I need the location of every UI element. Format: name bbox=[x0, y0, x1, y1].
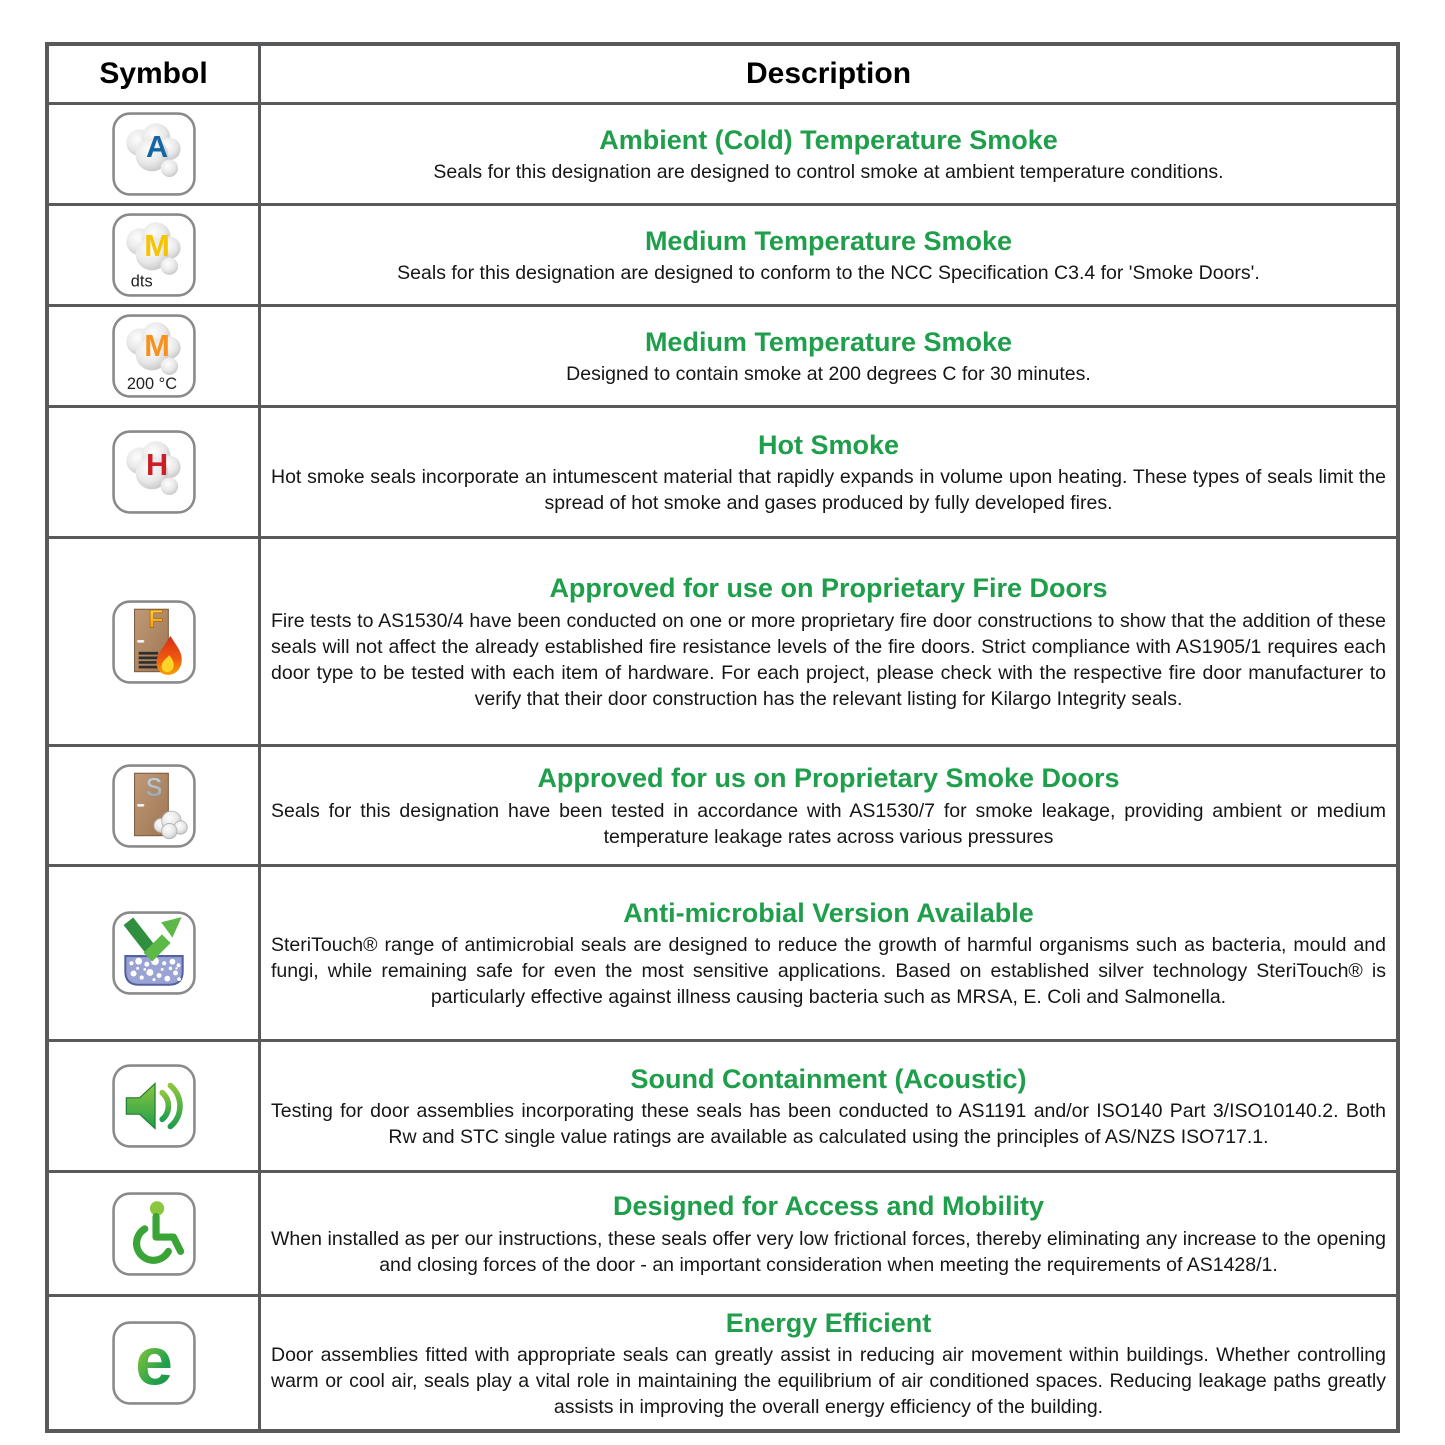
row-body: Seals for this designation are designed to control smoke at ambient temperature conditions. bbox=[433, 161, 1224, 184]
row-body: Designed to contain smoke at 200 degrees C for 30 minutes. bbox=[566, 363, 1091, 386]
wheelchair-icon bbox=[111, 1191, 197, 1277]
row-title: Medium Temperature Smoke bbox=[644, 225, 1013, 256]
row-body: Door assemblies fitted with appropriate seals can greatly assist in reducing air movement within buildings. Whether controlling warm or cool air, seals play a vital role in maintaining the equilibrium of air conditioned spaces. Reducing leakage paths greatly assists in improving the overall energy efficiency of the building. bbox=[271, 1344, 1386, 1419]
symbol-column-header: Symbol bbox=[49, 46, 261, 102]
row-title: Anti-microbial Version Available bbox=[623, 897, 1034, 928]
row-title: Hot Smoke bbox=[757, 429, 900, 460]
row-title: Sound Containment (Acoustic) bbox=[630, 1063, 1027, 1094]
table-row-medium-smoke-dts bbox=[49, 203, 1396, 304]
symbol-description-table bbox=[45, 42, 1400, 1433]
table-row-access-mobility bbox=[49, 1170, 1396, 1294]
cloud-letter: H bbox=[145, 447, 168, 483]
energy-e-icon bbox=[111, 1320, 197, 1406]
anti-microbial-icon bbox=[111, 910, 197, 996]
table-row-energy-efficient bbox=[49, 1294, 1396, 1429]
row-body: Fire tests to AS1530/4 have been conducted on one or more proprietary fire door constructions to show that the addition of these seals will not affect the already established fire resistance levels of the fire doors. Strict compliance with AS1905/1 requires each door type to be tested with each item of hardware. For each project, please check with the respective fire door manufacturer to verify that their door construction has the relevant listing for Kilargo Integrity seals. bbox=[271, 610, 1386, 710]
energy-letter: e bbox=[134, 1324, 173, 1400]
cloud-a-icon bbox=[111, 111, 197, 197]
cloud-h-icon bbox=[111, 429, 197, 515]
cloud-m-dts-icon bbox=[111, 212, 197, 298]
cloud-m-200-icon bbox=[111, 313, 197, 399]
row-title: Designed for Access and Mobility bbox=[612, 1191, 1045, 1222]
row-body: Testing for door assemblies incorporating these seals has been conducted to AS1191 and/or ISO140 Part 3/ISO10140.2. Both Rw and STC single value ratings are available as calculated using the principles of AS/NZS ISO717.1. bbox=[271, 1100, 1386, 1149]
row-body: Seals for this designation have been tested in accordance with AS1530/7 for smoke leakage, providing ambient or medium temperature leakage rates across various pressures bbox=[271, 799, 1386, 848]
cloud-sublabel: dts bbox=[130, 272, 153, 291]
smoke-door-icon bbox=[111, 763, 197, 849]
row-title: Approved for us on Proprietary Smoke Doors bbox=[537, 763, 1120, 794]
fire-door-icon bbox=[111, 599, 197, 685]
table-row-sound-containment bbox=[49, 1039, 1396, 1170]
table-row-smoke-doors bbox=[49, 744, 1396, 864]
table-row-ambient-smoke bbox=[49, 102, 1396, 203]
door-letter: S bbox=[144, 773, 163, 802]
description-column-header: Description bbox=[745, 57, 912, 90]
table-row-medium-smoke-200 bbox=[49, 304, 1396, 405]
row-title: Ambient (Cold) Temperature Smoke bbox=[599, 124, 1058, 155]
table-row-hot-smoke bbox=[49, 405, 1396, 536]
cloud-letter: A bbox=[145, 129, 168, 165]
table-row-anti-microbial bbox=[49, 864, 1396, 1039]
speaker-icon bbox=[111, 1063, 197, 1149]
row-body: When installed as per our instructions, these seals offer very low frictional forces, thereby eliminating any increase to the opening and closing forces of the door - an important consideration when meeting the requirements of AS1428/1. bbox=[271, 1227, 1386, 1276]
cloud-letter: M bbox=[143, 228, 170, 264]
row-title: Medium Temperature Smoke bbox=[644, 326, 1013, 357]
table-row-fire-doors bbox=[49, 536, 1396, 744]
cloud-letter: M bbox=[143, 328, 170, 363]
row-title: Energy Efficient bbox=[725, 1307, 932, 1338]
cloud-sublabel: 200 °C bbox=[126, 374, 177, 393]
row-body: Hot smoke seals incorporate an intumescent material that rapidly expands in volume upon heating. These types of seals limit the spread of hot smoke and gases produced by fully developed fires. bbox=[271, 466, 1386, 515]
door-letter: F bbox=[148, 606, 164, 634]
table-header-row bbox=[49, 46, 1396, 102]
row-body: Seals for this designation are designed to conform to the NCC Specification C3.4 for 'Smoke Doors'. bbox=[397, 262, 1260, 285]
row-body: SteriTouch® range of antimicrobial seals are designed to reduce the growth of harmful organisms such as bacteria, mould and fungi, while remaining safe for even the most sensitive applications. Based on established silver technology SteriTouch® is particularly effective against illness causing bacteria such as MRSA, E. Coli and Salmonella. bbox=[271, 934, 1386, 1009]
row-title: Approved for use on Proprietary Fire Doors bbox=[549, 573, 1108, 604]
